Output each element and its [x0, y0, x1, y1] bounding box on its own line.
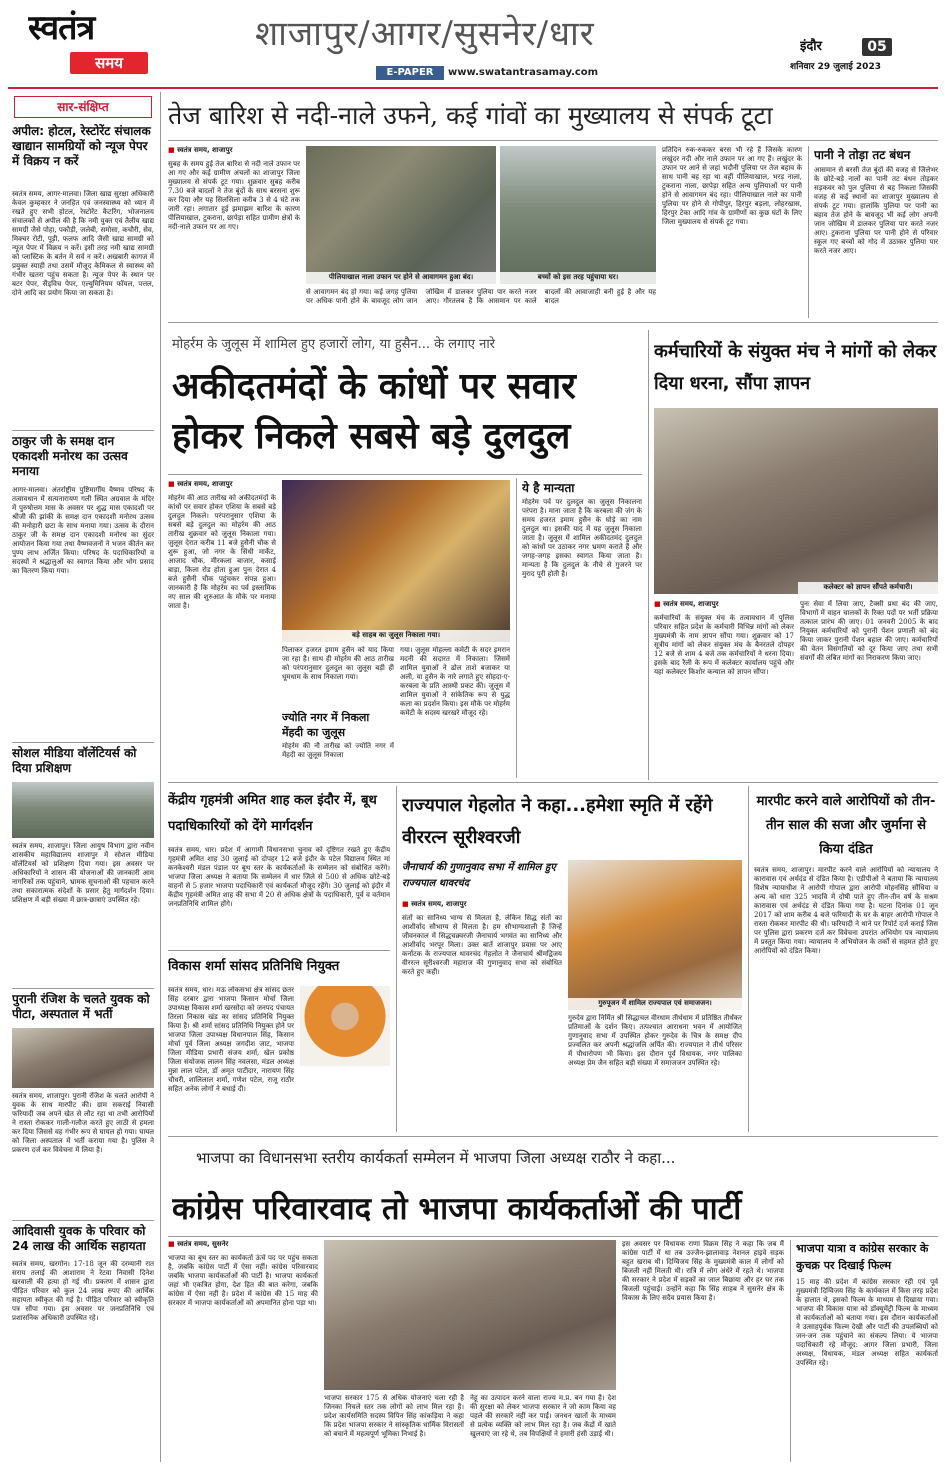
governor-photo — [568, 860, 742, 1010]
divider — [168, 950, 390, 951]
governor-subheadline: जैनाचार्य की गुणानुवाद सभा में शामिल हुए राज्यपाल थावरचंद — [402, 862, 556, 889]
vikas-body: स्वतंत्र समय, धार। मऊ लोकसभा क्षेत्र सांसद छतर सिंह दरबार द्वारा भाजपा किसान मोर्चा जिला उपाध्यक्ष विकास शर्मा खरसोदा को जनपद पंचायत तिरला निकास खंड का सांसद प्रतिनिधि नियुक्त किया है। श्री शर्मा सांसद प्रतिनिधि नियुक्त होने पर भाजपा जिला उपाध्यक्ष विधानपाल सिंह, किसान मोर्चा पूर्व जिला अध्यक्ष जगदीश जाट, भाजपा जिला मीडिया प्रभारी संजय शर्मा, खेल प्रकोष्ठ जिला संयोजक लालन सिंह नवलसा, मंडल अध्यक्ष मुन्ना लाल पटेल, डॉ अमृत पाटीदार, नारायण सिंह चौधरी, शालिलाल शर्मा, गणेश पटेल, राजू राठौर सहित अनेक लोगों ने बधाई दी। — [168, 986, 294, 1093]
governor-col-2: गुरुदेव द्वारा निर्मित श्री सिद्धाचल वीरधाम तीर्थधाम में प्रतिष्ठित तीर्थंकर प्रतिमाओं के दर्शन किए। तत्पश्चात आराधना भवन में आयोजित गुणानुवाद सभा में उपस्थित होकर गुरुदेव के चित्र के समक्ष दीप प्रज्वलित कर अपनी श्रद्धांजलि अर्पित की। राज्यपाल ने तीर्थ परिसर में पौधारोपण भी किया। इस दौरान पूर्व विधायक, नगर पालिका अध्यक्ष प्रेम जैन सहित बड़ी संख्या में समाजजन उपस्थित रहे। — [568, 1014, 742, 1067]
issue-date: शनिवार 29 जुलाई 2023 — [790, 62, 881, 72]
amit-headline: केंद्रीय गृहमंत्री अमित शाह कल इंदौर में, बूथ पदाधिकारियों को देंगे मार्गदर्शन — [168, 793, 377, 834]
flood-byline: ■ स्वतंत्र समय, शाजापुर — [168, 146, 300, 156]
divider — [168, 1136, 938, 1137]
brief-4-body: स्वतंत्र समय, शाजापुर। पुरानी रंजिश के चलते आरोपी ने युवक के साथ मारपीट की। ग्राम सकराई निवासी फरियादी जब अपने खेत से लौट रहा था तभी आरोपियों ने रास्ता रोककर गाली-गलौज करते हुए लाठी से हमला कर दिया जिससे वह गंभीर रूप से घायल हो गया। घायल को जिला अस्पताल में भर्ती कराया गया है। पुलिस ने प्रकरण दर्ज कर विवेचना में लिया है। — [12, 1092, 154, 1154]
flood-photo-1-caption: पीलियाखाल नाला उफान पर होने से आवागमन हुआ बंद। — [306, 272, 496, 284]
muharram-col-2: पिलाकर हजरत इमाम हुसैन को याद किया जा रहा है। साथ ही मोहर्रम की आठ तारीख को परंपरानुसार दुलदुल का जुलूस बड़ी ही धूमधाम के साथ निकाला गया। — [282, 646, 394, 681]
logo-bottom-text: समय — [70, 52, 148, 74]
flood-photo-1 — [306, 146, 496, 284]
flood-side-headline: पानी ने तोड़ा तट बंधन — [814, 148, 911, 162]
staff-byline: ■ स्वतंत्र समय, शाजापुर — [654, 600, 794, 610]
edition-city: इंदौर — [800, 39, 822, 54]
brief-1-body: स्वतंत्र समय, आगर-मालवा। जिला खाद्य सुरक्षा अधिकारी केवल कुम्हकार ने जनहित एवं जनस्वास्थ्य को ध्यान में रखते हुए सभी होटल, रेस्टोरेंट कैटरिंग, भोजनालय संचालकों से अपील की है कि नमी युक्त एवं तैलीय खाद्य सामग्री जैसे पोहा, पकौड़ी, जलेबी, समोसा, कचौरी, सेव, मिक्चर रोटी, पूड़ी, फलफ आदि जैसी खाद्य सामग्री को न्यूज पेपर में विक्रय न करें। इसी तरह नमी खाद्य सामग्री को प्लास्टिक के बर्तन में सर्व न करें। अखबारी कागज में प्रयुक्त स्याही तथा उसमें मौजूद केमिकल से स्वास्थ्य को गंभीर खतरा पहुंच सकता है। न्यूज पेपर के स्थान पर बटर पेपर, सैंड्विच पेपर, एल्युमिनियम फॉयल, पत्तल, दोने आदि का प्रयोग किया जा सकता है। — [12, 190, 154, 297]
amit-body: स्वतंत्र समय, धार। प्रदेश में आगामी विधानसभा चुनाव को दृष्टिगत रखते हुए केंद्रीय गृहमंत्री अमित शाह 30 जुलाई को दोपहर 12 बजे इंदौर के पटेल विद्यालय स्थित मां कनकेश्वरी मंडल पंडाल पर बूथ स्तर के कार्यकर्ताओं के सम्मेलन को संबोधित करेंगे। भाजपा जिला अध्यक्ष ने बताया कि सम्मेलन में धार जिले से 500 से अधिक छोटे-बड़े वाहनों से 5 हजार भाजपा पदाधिकारी एवं कार्यकर्ता मौजूद रहेंगे। 30 जुलाई को इंदौर में केंद्रीय गृहमंत्री अमित शाह की सभा में 20 से अधिक क्षेत्रों के पदाधिकारी, पूर्व व वर्तमान जनप्रतिनिधि शामिल होंगे। — [168, 846, 390, 908]
flood-headline: तेज बारिश से नदी-नाले उफने, कई गांवों का मुख्यालय से संपर्क टूटा — [168, 101, 773, 130]
flood-side-body: आसमान से बरसी तेज बूंदों की वजह से जिलेभर के छोटे-बड़े नालों का पानी तट बंधन तोड़कर सड़कवर को पुल पुलिया से बह निकला जिसकी वजह से कई स्थानों का शाजापुर मुख्यालय से संपर्क टूट गया। हालांकि पुलिया पर पानी का बहाव तेज होने के बावजूद भी कई लोग अपनी जान जोखिम में डालकर पुलिया पार करते नजर आए। टुकराना पुलिया पर पानी होने से परिवार स्कूल गए बच्चों को गोद में उठाकर पुलिया पार करते नजर आए। — [814, 166, 938, 255]
divider — [168, 474, 642, 475]
divider — [168, 140, 938, 141]
masthead-rule — [8, 87, 938, 89]
flood-col-3: प्रतिदिन रुक-रुककर बरस भी रहे हैं जिसके कारण लखुंदर नदी और नाले उफान पर आ गए हैं। लखुंदर के उफान पर आने से जहां भदौनी पुलिया पर तेज बहाव के साथ पानी बह रहा था वहीं पीलियाखाल, भरड़ नाला, टुकराना नाला, छापेड़ा सहित अन्य पुलियाओं पर पानी होने से आवागमन बंद रहा। पीलियाखाल नाले का पानी पुलिया पर होने से गोपीपुर, हिरपुर बड़ला, लोहरखास, हिरपुर टेका आदि गांव के ग्रामीणों का कुछ घंटों के लिए जिला मुख्यालय से संपर्क टूट गया। — [662, 146, 802, 226]
belief-headline: ये है मान्यता — [522, 481, 575, 495]
bjp-photo — [324, 1240, 616, 1390]
divider — [12, 742, 154, 743]
vikas-photo — [300, 986, 390, 1066]
site-url[interactable]: www.swatantrasamay.com — [448, 67, 599, 78]
belief-body: मोहर्रम पर्व पर दुलदुल का जुलूस निकालना परंपरा है। माना जाता है कि करबला की जंग के समय हजरत इमाम हुसैन के घोड़े का नाम दुलदुल था। इसकी याद में यह जुलूस निकाला जाता है। जुलूस में शामिल अकीदतमंद दुलदुल को कांधों पर उठाकर नगर भ्रमण कराते हैं और जगह-जगह इसका स्वागत किया जाता है। मान्यता है कि दुलदुल के नीचे से गुजरने पर मुराद पूरी होती है। — [522, 498, 642, 578]
brief-5-headline: आदिवासी युवक के परिवार को 24 लाख की आर्थिक सहायता — [12, 1224, 146, 1253]
brief-4-headline: पुरानी रंजिश के चलते युवक को पीटा, अस्पताल में भर्ती — [12, 992, 150, 1021]
assault-headline: मारपीट करने वाले आरोपियों को तीन-तीन साल की सजा और जुर्माना से किया दंडित — [756, 794, 936, 857]
bjp-col-4: इस अवसर पर विधायक राणा विक्रम सिंह ने कहा कि जब मैं कांग्रेस पार्टी में था तब उज्जैन-झालावाड़ नेशनल हाइवे सड़क बहुत खराब थी। दिग्विजय सिंह के मुख्यमंत्री काल में लोगों को बिजली नहीं मिलती थी। रात्रि में लोग अंधेरे में रहते थे। भाजपा की सरकार ने प्रदेश में सड़कों का जाल बिछाया और हर घर तक बिजली पहुंचाई। उन्होंने कहा कि सिंह साहब ने सुसनेर क्षेत्र के विकास के लिए सदैव प्रयास किया है। — [622, 1240, 784, 1302]
divider — [168, 322, 938, 323]
brief-3-body: स्वतंत्र समय, शाजापुर। जिला आयुष विभाग द्वारा नवीन शासकीय महाविद्यालय शाजापुर में सोशल मीडिया वॉलेंटियर्स को प्रशिक्षण दिया गया। इस अवसर पर अधिकारियों ने शासन की योजनाओं की जानकारी आम नागरिकों तक पहुंचाने, भ्रामक सूचनाओं की पहचान करने तथा सकारात्मक संदेशों के प्रसार हेतु मार्गदर्शन दिया। प्रशिक्षण में बड़ी संख्या में छात्र-छात्राएं उपस्थित रहे। — [12, 842, 154, 904]
divider — [168, 782, 938, 783]
brief-2-headline: ठाकुर जी के समक्ष दान एकादशी मनोरथ का उत्सव मनाया — [12, 434, 128, 478]
bjp-kicker: भाजपा का विधानसभा स्तरीय कार्यकर्ता सम्मेलन में भाजपा जिला अध्यक्ष राठौर ने कहा... — [196, 1149, 676, 1167]
bjp-byline: ■ स्वतंत्र समय, सुसनेर — [168, 1240, 318, 1250]
epaper-label: E-PAPER — [376, 66, 444, 80]
muharram-photo — [282, 480, 510, 642]
muharram-col-1: मोहर्रम की आठ तारीख को अकीदतमंदों के कांधों पर सवार होकर एशिया के सबसे बड़े दुलदुल निकले। परंपरानुसार एशिया के सबसे बड़े दुलदुल का मोहर्रम की आठ तारीख शुक्रवार को जुलूस निकाला गया। जुलूस देरात करीब 11 बजे हुसैनी चौक से शुरू हुआ, जो नगर के सिंधी मार्केट, आजाद चौक, मीरकला बाजार, कसाई बाड़ा, किला रोड होता हुआ पुनः देरात 4 बजे हुसैनी चौक पहुंचकर संपन्न हुआ। जानकारी है कि मोहर्रम का पर्व इस्लामिक नए साल की शुरुआत के मौके पर मनाया जाता है। — [168, 494, 276, 610]
yatra-body: 15 माह की प्रदेश में कांग्रेस सरकार रही एवं पूर्व मुख्यमंत्री दिग्विजय सिंह के कार्यकाल में किस तरह प्रदेश के हालात थे, इसको फिल्म के माध्यम से दिखाया गया। भाजपा की विकास यात्रा को डॉक्यूमेंट्री फिल्म के माध्यम से कार्यकर्ताओं को बताया गया। इस दौरान कार्यकर्ताओं ने उत्साहपूर्वक फिल्म देखी और पार्टी की उपलब्धियों को जन-जन तक पहुंचाने का संकल्प लिया। ये भाजपा पदाधिकारी रहे मौजूद: आगर जिला प्रभारी, जिला अध्यक्ष, विधायक, मंडल अध्यक्ष सहित कार्यकर्ता उपस्थित रहे। — [796, 1278, 938, 1367]
brief-1-headline: अपील: होटल, रेस्टोरेंट संचालक खाद्यान सामग्रियों को न्यूज पेपर में विक्रय न करें — [12, 124, 151, 168]
governor-photo-caption: गुरुपूजन में शामिल राज्यपाल एवं समाजजन। — [568, 998, 742, 1010]
flood-col-1: सुबह के समय हुई तेज बारिश से नदी नाले उफान पर आ गए और कई ग्रामीण अंचलों का शाजापुर जिला मुख्यालय से संपर्क टूट गया। शुक्रवार सुबह करीब 7.30 बजे बादलों ने तेज बूंदों के साथ बरसना शुरू कर दिया और यह सिलसिला करीब 3 से 4 घंटे तक जारी रहा। लगातार हुई झमाझम बारिश के कारण पीलियाखाल, टुकराना, छापेड़ा सहित ग्रामीण क्षेत्रों के नदी-नाले उफान पर आ गए। — [168, 160, 300, 231]
flood-photo-2-caption: बच्चों को इस तरह पहुंचाया घर। — [500, 272, 656, 284]
section-tag: सार-संक्षिप्त — [14, 96, 152, 118]
page-number: 05 — [862, 38, 892, 56]
muharram-col-2b: मोहर्रम की नौ तारीख को ज्योति नगर में मेंहदी का जुलूस निकाला — [282, 742, 394, 759]
muharram-col-3: गया। जुलूस मोहल्ला कमेटी के सदर इमरान मदनी की सदारत में निकाला। जिसमें शामिल युवाओं ने ढोल ताशे बजाकर या अली, या हुसैन के नारे लगाते हुए सोहदा-ए-करबला के प्रति आस्थी प्रकट की। जुलूस में शामिल युवाओं ने सांकेतिक रूप से युद्ध कला का प्रदर्शन किया। इस मौके पर मोहर्रम कमेटी के सदस्य खरखरे मौजूद रहे। — [400, 646, 510, 717]
edition-cities: शाजापुर/आगर/सुसनेर/धार — [255, 14, 595, 54]
bjp-col-2: भाजपा सरकार 175 से अधिक योजनाएं चला रही है जिनका निचले स्तर तक लोगों को लाभ मिल रहा है। प्रदेश कार्यसमिति सदस्य विपिन सिंह कांकड़िया ने कहा कि प्रदेश भाजपा सरकार ने सांस्कृतिक धार्मिक विरासतों को बचाने में महत्वपूर्ण भूमिका निभाई है। — [324, 1394, 464, 1438]
divider — [808, 146, 809, 318]
muharram-headline: अकीदतमंदों के कांधों पर सवार होकर निकले सबसे बड़े दुलदुल — [172, 366, 576, 457]
divider — [12, 430, 154, 431]
brief-5-body: स्वतंत्र समय, खरगोन। 17-18 जून की दरम्यानी रात सराय तलाई की आशाराम ने रेटवा निवासी दिनेश खरवाली की हत्या हो गई थी। प्रकरण में शासन द्वारा पीड़ित परिवार को कुल 24 लाख रुपए की आर्थिक सहायता स्वीकृत की गई है। पीड़ित परिवार को स्वीकृति पत्र सौंपा गया। इस अवसर पर जनप्रतिनिधि एवं प्रशासनिक अधिकारी उपस्थित रहे। — [12, 1260, 154, 1322]
brief-2-body: आगर-मालवा। अंतर्राष्ट्रीय पुष्टिमार्गीय वैष्णव परिषद के तत्वावधान में सत्यनारायण गली स्थित अग्रवाल के मंदिर में पुरुषोत्तम मास के अवसर पर शुद्ध मास एकादशी पर श्रीजी की झांकी के समक्ष दान एकादशी मनोरथ उत्सव की मनोहारी छटा के साथ मनाया गया। उत्सव के दौरान ठाकुर जी के समक्ष दान एकादशी मनोरथ का सुंदर आयोजन किया गया तथा वैष्णवजनों ने भजन कीर्तन कर पुण्य लाभ अर्जित किया। परिषद के पदाधिकारियों व सदस्यों ने श्रद्धालुओं का स्वागत किया और भोग प्रसाद का वितरण किया गया। — [12, 486, 154, 575]
governor-headline: राज्यपाल गेहलोत ने कहा...हमेशा स्मृति में रहेंगे वीररत्न सूरीश्वरजी — [402, 795, 713, 848]
brief-3-photo — [12, 782, 154, 838]
brief-4-photo — [12, 1028, 154, 1088]
divider — [790, 1240, 791, 1462]
vikas-headline: विकास शर्मा सांसद प्रतिनिधि नियुक्त — [168, 959, 340, 974]
divider — [648, 330, 649, 780]
flood-photo-2 — [500, 146, 656, 284]
divider — [12, 1220, 154, 1221]
bjp-col-1: भाजपा का बूथ स्तर का कार्यकर्ता ऊंचे पद पर पहुंच सकता है, जबकि कांग्रेस पार्टी में ऐसा नहीं। कांग्रेस परिवारवाद जबकि भाजपा कार्यकर्ताओं की पार्टी है। भाजपा कार्यकर्ता जहां भी एकत्रित होगा, देश हित की बात करेगा, जबकि कांग्रेस में ऐसा नहीं है। प्रदेश में कांग्रेस की 15 माह की सरकार में भाजपा कार्यकर्ताओं को अपमानित होना पड़ा था। — [168, 1254, 318, 1307]
bjp-col-3: नेहू का उत्पादन करने वाला राज्य म.प्र. बन गया है। देश की सुरक्षा को लेकर भाजपा सरकार ने जो काम किया वह पहले की सरकारें नहीं कर पाईं। जनधन खातों के माध्यम से प्रत्येक व्यक्ति को लाभ मिल रहा है। जब केंद्रों में खाते खुलवाएं जा रहे थे, तब विपक्षियों ने हमारी हंसी उड़ाई थी। — [470, 1394, 616, 1438]
staff-headline: कर्मचारियों के संयुक्त मंच ने मांगों को लेकर दिया धरना, सौंपा ज्ञापन — [654, 341, 937, 394]
divider — [12, 988, 154, 989]
brief-3-headline: सोशल मीडिया वॉलेंटियर्स को दिया प्रशिक्षण — [12, 746, 137, 775]
masthead — [0, 0, 945, 90]
left-col-divider — [160, 92, 161, 1462]
divider — [516, 478, 517, 778]
staff-col-2: पुनः सेवा में लिया जाए, टैक्सी प्रथा बंद की जाए, विभागों में वाहन चालकों के रिक्त पदों पर भर्ती प्रक्रिया तत्काल प्रारंभ की जाए। 01 जनवरी 2005 के बाद नियुक्त कर्मचारियों को पुरानी पेंशन प्रणाली को बंद किया जाकर पुरानी पेंशन बहाल की जाए। कर्मचारियों की वेतन विसंगतियों को दूर किया जाए तथा सभी संवर्गों की लंबित मांगों का निराकरण किया जाए। — [800, 600, 938, 662]
divider — [396, 786, 397, 1132]
assault-body: स्वतंत्र समय, शाजापुर। मारपीट करने वाले आरोपियों को न्यायालय ने कारावास एवं अर्थदंड से दंडित किया है। एडीपीओ ने बताया कि न्यायालय विशेष न्यायाधीश ने आरोपी गोपाल द्वारा आरोपी मोहनसिंह सौंधिया व अन्य को धारा 325 भादवि में दोषी पाते हुए तीन-तीन वर्ष के सश्रम कारावास एवं अर्थदंड से दंडित किया गया है। घटना दिनांक 01 जून 2017 को शाम करीब 4 बजे फरियादी के घर के बाहर आरोपी गोपाल ने रास्ता रोककर मारपीट की थी। फरियादी ने थाने पर रिपोर्ट दर्ज कराई जिस पर पुलिस द्वारा प्रकरण दर्ज कर विवेचना उपरांत अभियोग पत्र न्यायालय में प्रस्तुत किया गया। न्यायालय ने अभियोजन के तर्कों से सहमत होते हुए आरोपियों को दंडित किया। — [754, 866, 938, 955]
logo-top-text: स्वतंत्र — [28, 8, 95, 48]
governor-col-1: संतों का सानिध्य भाग्य से मिलता है, लेकिन सिद्ध संतों का आशीर्वाद सौभाग्य से मिलता है। हम सौभाग्यशाली हैं जिन्हें जीवनकाल में सिद्धचक्र्वरजी जैनाचार्य भगवंत का सानिध्य और आशीर्वाद भरपूर मिला। उक्त बातें शाजापुर प्रवास पर आए कर्नाटक के राज्यपाल थावरचंद गेहलोत ने जैनाचार्य श्रीमद्विजय वीररत्न सूरीश्वरजी महाराज की गुणानुवाद सभा को संबोधित करते हुए कही। — [402, 914, 562, 976]
muharram-subheadline: ज्योति नगर में निकला मेंहदी का जुलूस — [282, 711, 370, 739]
yatra-headline: भाजपा यात्रा व कांग्रेस सरकार के कुचक्र पर दिखाई फिल्म — [796, 1242, 929, 1272]
divider — [168, 1236, 938, 1237]
divider — [748, 786, 749, 1132]
flood-under-photos: से आवागमन बंद हो गया। कई जगह पुलिया पर अधिक पानी होने के बावजूद लोग जान जोखिम में डालकर पुलिया पार करते नजर आए। गौरतलब है कि आसमान पर काले बादलों की आवाजाही बनी हुई है और यह बादल — [306, 288, 656, 305]
muharram-photo-caption: बड़े साहब का जुलूस निकाला गया। — [282, 630, 510, 642]
staff-photo — [654, 408, 938, 594]
governor-byline: ■ स्वतंत्र समय, शाजापुर — [402, 900, 562, 910]
muharram-byline: ■ स्वतंत्र समय, शाजापुर — [168, 480, 276, 490]
staff-col-1: कर्मचारियों के संयुक्त मंच के तत्वावधान में पुलिस परिवार सहित प्रदेश के कर्मचारी विभिन्न मांगों को लेकर मुख्यमंत्री के नाम ज्ञापन सौंपा गया। शुक्रवार को 17 सूत्रीय मांगों को लेकर संयुक्त मंच के बैनरतले दोपहर 12 बजे से शाम 4 बजे तक कर्मचारियों ने धरना दिया। इसके बाद रैली के रूप में कलेक्टर कार्यालय पहुंचे और यहां कलेक्टर किशोर कन्याल को ज्ञापन सौंपा। — [654, 614, 794, 676]
muharram-kicker: मोहर्रम के जुलूस में शामिल हुए हजारों लोग, या हुसैन... के लगाए नारे — [172, 337, 495, 352]
staff-photo-caption: कलेक्टर को ज्ञापन सौंपते कर्मचारी। — [798, 582, 938, 594]
bjp-headline: कांग्रेस परिवारवाद तो भाजपा कार्यकर्ताओं की पार्टी — [172, 1191, 742, 1227]
